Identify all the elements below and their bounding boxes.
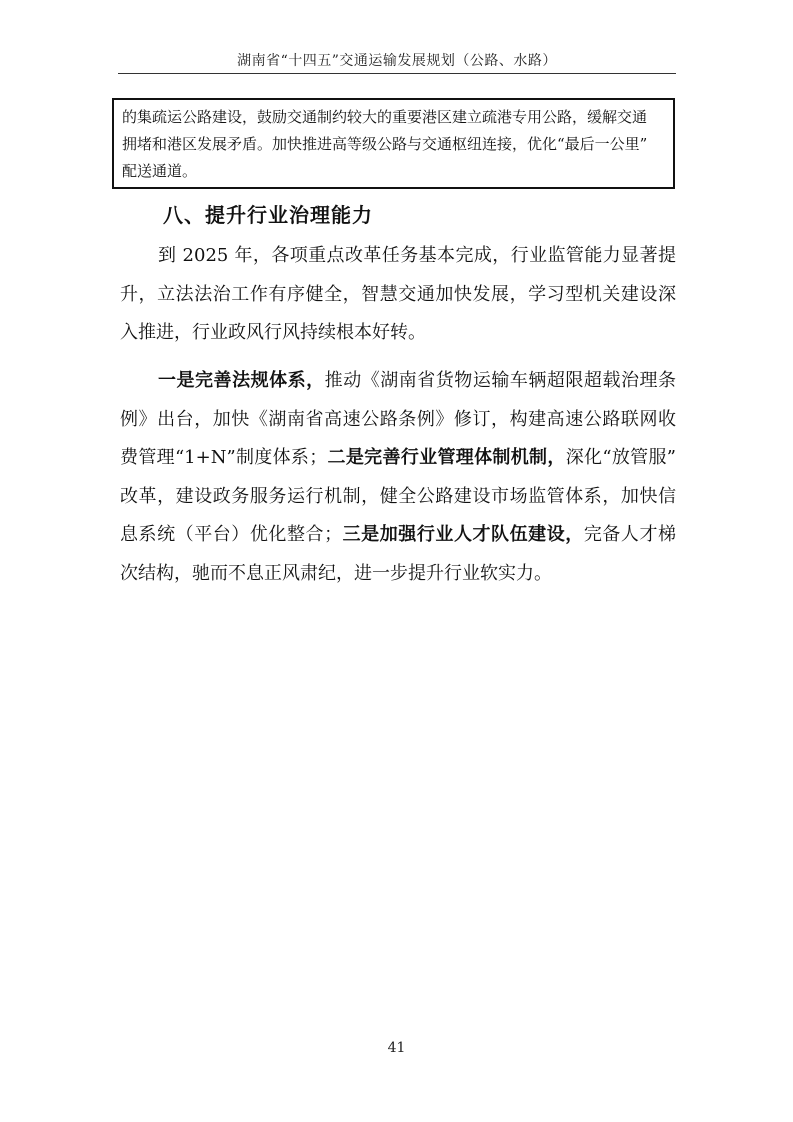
- bold-lead-2: 二是完善行业管理体制机制，: [327, 447, 566, 468]
- paragraph-line: [120, 362, 676, 401]
- text-run: 息系统（平台）优化整合；: [120, 524, 343, 545]
- text-run: 深化“放管服”: [565, 447, 676, 468]
- boxed-note-line: 的集疏运公路建设，鼓励交通制约较大的重要港区建立疏港专用公路，缓解交通: [122, 108, 648, 126]
- text-run: 推动《湖南省货物运输车辆超限超载治理条: [324, 370, 676, 391]
- section-heading: 八、提升行业治理能力: [163, 203, 373, 227]
- paragraph-line: 到 2025 年，各项重点改革任务基本完成，行业监管能力显著提: [158, 245, 676, 266]
- paragraph-line: 次结构，驰而不息正风肃纪，进一步提升行业软实力。: [120, 562, 552, 584]
- text-run: 完备人才梯: [583, 524, 676, 545]
- paragraph-line: [120, 439, 676, 478]
- paragraph-line: 例》出台，加快《湖南省高速公路条例》修订，构建高速公路联网收: [120, 408, 676, 430]
- header-divider: [118, 73, 676, 74]
- page-number: 41: [387, 1040, 406, 1056]
- boxed-note-line: 配送通道。: [122, 162, 198, 180]
- paragraph-line: 入推进，行业政风行风持续根本好转。: [120, 322, 426, 343]
- paragraph-measures: [120, 362, 676, 593]
- paragraph-line: 升，立法法治工作有序健全，智慧交通加快发展，学习型机关建设深: [120, 283, 676, 305]
- bold-lead-3: 三是加强行业人才队伍建设，: [342, 524, 584, 545]
- boxed-continuation-note: [112, 98, 675, 189]
- bold-lead-1: 一是完善法规体系，: [158, 370, 325, 391]
- running-header: 湖南省“十四五”交通运输发展规划（公路、水路）: [237, 53, 557, 69]
- boxed-note-line: 拥堵和港区发展矛盾。加快推进高等级公路与交通枢纽连接，优化“最后一公里”: [122, 135, 648, 153]
- paragraph-line: [120, 516, 676, 555]
- paragraph-line: 改革，建设政务服务运行机制，健全公路建设市场监管体系，加快信: [120, 485, 676, 507]
- paragraph-goals: [120, 237, 676, 353]
- text-run: 费管理“1+N”制度体系；: [120, 447, 328, 468]
